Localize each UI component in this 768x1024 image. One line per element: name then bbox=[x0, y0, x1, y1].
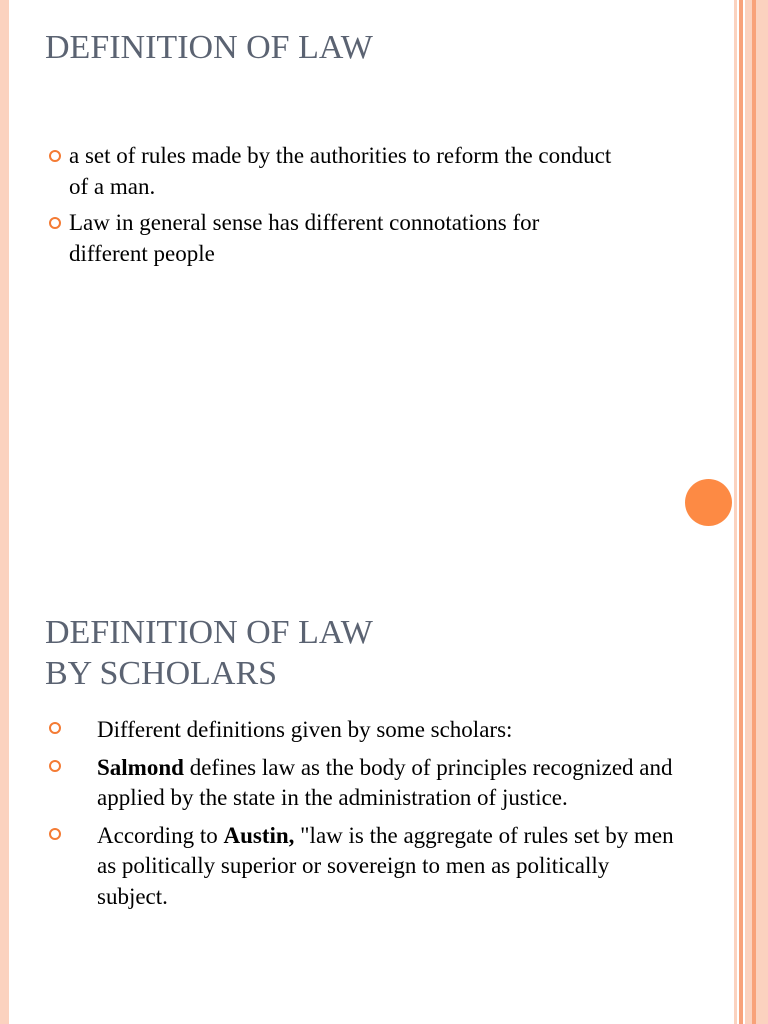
bullet-circle-icon bbox=[49, 217, 61, 229]
bullet-text: Law in general sense has different connotations for different people bbox=[69, 210, 540, 266]
slide1-bullet-list bbox=[47, 141, 617, 275]
list-item bbox=[46, 753, 676, 814]
slide-divider-dot bbox=[685, 479, 732, 526]
bullet-text: defines law as the body of principles recognized and applied by the state in the administration of justice. bbox=[97, 754, 673, 810]
slide2-title-line2: BY SCHOLARS bbox=[45, 655, 278, 692]
list-item bbox=[46, 821, 676, 913]
bullet-circle-icon bbox=[49, 828, 61, 840]
slide2-title-line1: DEFINITION OF LAW bbox=[45, 614, 373, 651]
right-border-stripe bbox=[739, 0, 743, 1024]
bullet-circle-icon bbox=[49, 760, 61, 772]
list-item bbox=[47, 208, 617, 269]
bullet-text: Different definitions given by some scholars: bbox=[97, 717, 513, 742]
bullet-text: a set of rules made by the authorities to reform the conduct of a man. bbox=[69, 143, 612, 199]
bullet-text: "law is the aggregate of rules set by men as politically superior or sovereign to men as politically subject. bbox=[97, 822, 674, 909]
scholar-name-salmond: Salmond bbox=[97, 754, 184, 780]
bullet-circle-icon bbox=[49, 722, 61, 734]
list-item bbox=[47, 141, 617, 202]
slide2-title bbox=[45, 612, 373, 694]
bullet-circle-icon bbox=[49, 150, 61, 162]
right-border-stripe bbox=[756, 0, 768, 1024]
list-item bbox=[46, 715, 676, 746]
left-border-stripe bbox=[0, 0, 9, 1024]
scholar-name-austin: Austin, bbox=[223, 822, 295, 848]
slide1-title: DEFINITION OF LAW bbox=[45, 29, 373, 66]
right-border-stripe bbox=[745, 0, 752, 1024]
right-border-stripe bbox=[734, 0, 737, 1024]
bullet-prefix: According to bbox=[97, 822, 224, 848]
slide2-bullet-list bbox=[46, 715, 676, 919]
